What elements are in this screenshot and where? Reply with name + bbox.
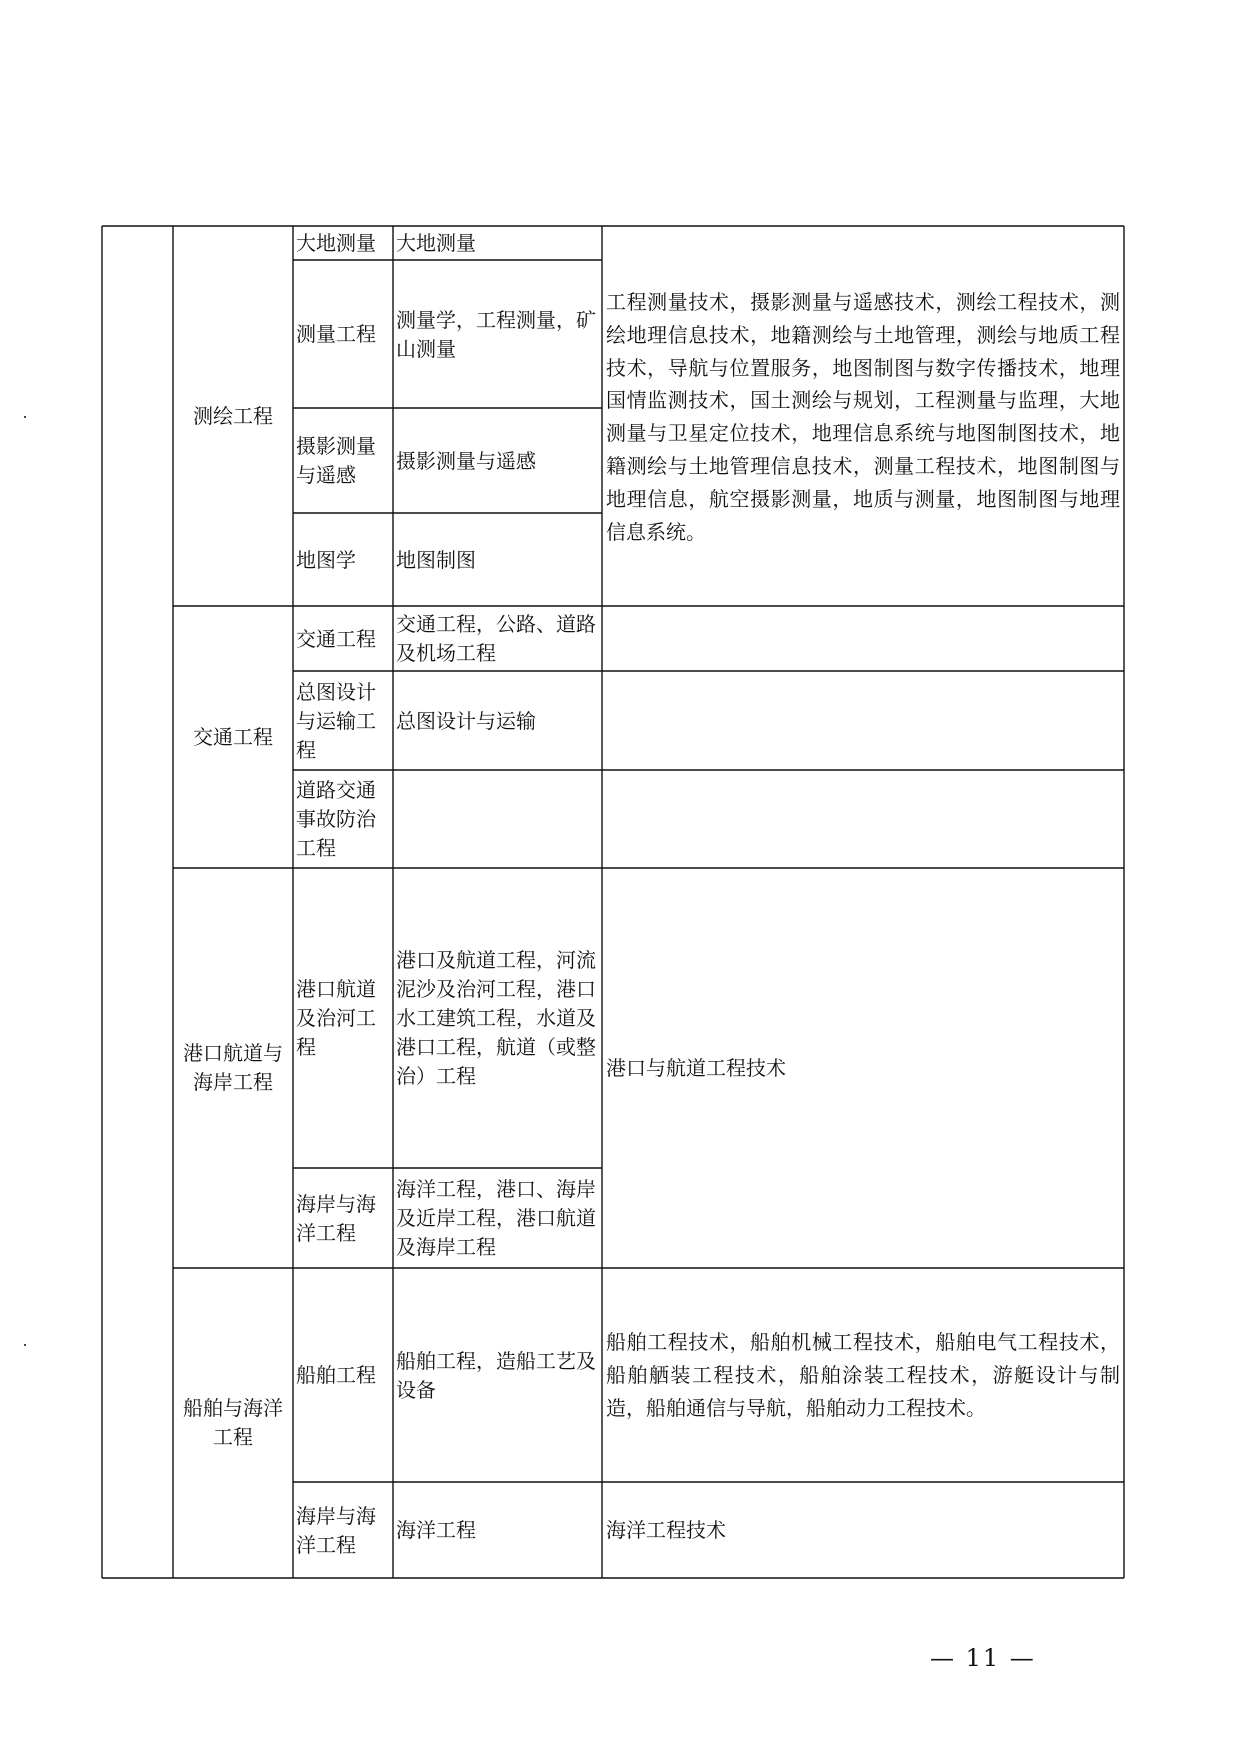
old-names-label: 摄影测量与遥感: [396, 448, 536, 473]
major-label: 海岸与海洋工程: [296, 1503, 376, 1557]
category-cell: [173, 606, 293, 868]
major-label: 交通工程: [296, 626, 376, 651]
page-number: — 11 —: [930, 1644, 1036, 1672]
old-names-label: 地图制图: [396, 547, 476, 572]
major-cell: [294, 869, 392, 1168]
vocational-label: 港口与航道工程技术: [606, 1056, 786, 1080]
vocational-cell: [604, 771, 1122, 868]
old-names-cell: [394, 1483, 601, 1578]
old-names-cell: [394, 869, 601, 1168]
vocational-cell: [604, 1326, 1122, 1436]
old-names-cell: [394, 1169, 601, 1268]
major-cell: [294, 409, 392, 513]
major-label: 地图学: [296, 547, 356, 572]
old-names-label: 船舶工程，造船工艺及设备: [396, 1348, 596, 1402]
major-label: 船舶工程: [296, 1363, 376, 1387]
major-label: 总图设计与运输工程: [296, 679, 376, 762]
old-names-label: 测量学，工程测量，矿山测量: [396, 307, 596, 361]
old-names-cell: [394, 226, 601, 260]
old-names-label: 海洋工程，港口、海岸及近岸工程，港口航道及海岸工程: [396, 1177, 596, 1259]
old-names-label: 港口及航道工程，河流泥沙及治河工程，港口水工建筑工程，水道及港口工程，航道（或整治）工程: [396, 948, 596, 1088]
old-names-cell: [394, 771, 601, 868]
vocational-cell: [604, 672, 1122, 770]
category-cell: [173, 1268, 293, 1578]
old-names-label: 总图设计与运输: [396, 708, 536, 733]
major-cell: [294, 771, 392, 868]
major-label: 大地测量: [296, 230, 376, 255]
old-names-cell: [394, 672, 601, 770]
major-cell: [294, 1269, 392, 1482]
scan-dot: [24, 416, 26, 418]
vocational-cell: [604, 869, 1122, 1268]
major-label: 海岸与海洋工程: [296, 1191, 376, 1245]
vocational-label: 海洋工程技术: [606, 1518, 726, 1542]
major-cell: [294, 514, 392, 606]
old-names-cell: [394, 261, 601, 408]
old-names-label: 大地测量: [396, 230, 476, 255]
category-cell: [173, 226, 293, 606]
old-names-cell: [394, 607, 601, 671]
major-cell: [294, 1169, 392, 1268]
major-cell: [294, 1483, 392, 1578]
major-cell: [294, 607, 392, 671]
vocational-cell: [604, 607, 1122, 671]
major-cell: [294, 226, 392, 260]
major-cell: [294, 261, 392, 408]
scan-dot: [24, 1344, 26, 1346]
old-names-label: 海洋工程: [396, 1518, 476, 1542]
old-names-cell: [394, 1269, 601, 1482]
major-label: 道路交通事故防治工程: [296, 778, 376, 860]
major-label: 港口航道及治河工程: [296, 977, 376, 1059]
vocational-label: 船舶工程技术，船舶机械工程技术，船舶电气工程技术，船舶舾装工程技术，船舶涂装工程技术，游艇设计与制造，船舶通信与导航，船舶动力工程技术。: [606, 1330, 1120, 1420]
major-label: 测量工程: [296, 322, 376, 346]
vocational-cell: [604, 286, 1122, 586]
old-names-cell: [394, 514, 601, 606]
category-cell: [173, 868, 293, 1268]
category-label: 测绘工程: [193, 403, 273, 428]
old-names-label: 交通工程，公路、道路及机场工程: [396, 612, 596, 665]
vocational-cell: [604, 1483, 1122, 1578]
vocational-label: 工程测量技术，摄影测量与遥感技术，测绘工程技术，测绘地理信息技术，地籍测绘与土地管理，测绘与地质工程技术，导航与位置服务，地图制图与数字传播技术，地理国情监测技术，国土测绘与规划，工程测量与监理，大地测量与卫星定位技术，地理信息系统与地图制图技术，地籍测绘与土地管理信息技术，测量工程技术，地图制图与地理信息，航空摄影测量，地质与测量，地图制图与地理信息系统。: [606, 290, 1120, 544]
major-label: 摄影测量与遥感: [296, 434, 376, 487]
old-names-cell: [394, 409, 601, 513]
category-label: 船舶与海洋工程: [183, 1396, 283, 1449]
category-label: 交通工程: [193, 724, 273, 749]
major-cell: [294, 672, 392, 770]
category-label: 港口航道与海岸工程: [183, 1041, 283, 1094]
